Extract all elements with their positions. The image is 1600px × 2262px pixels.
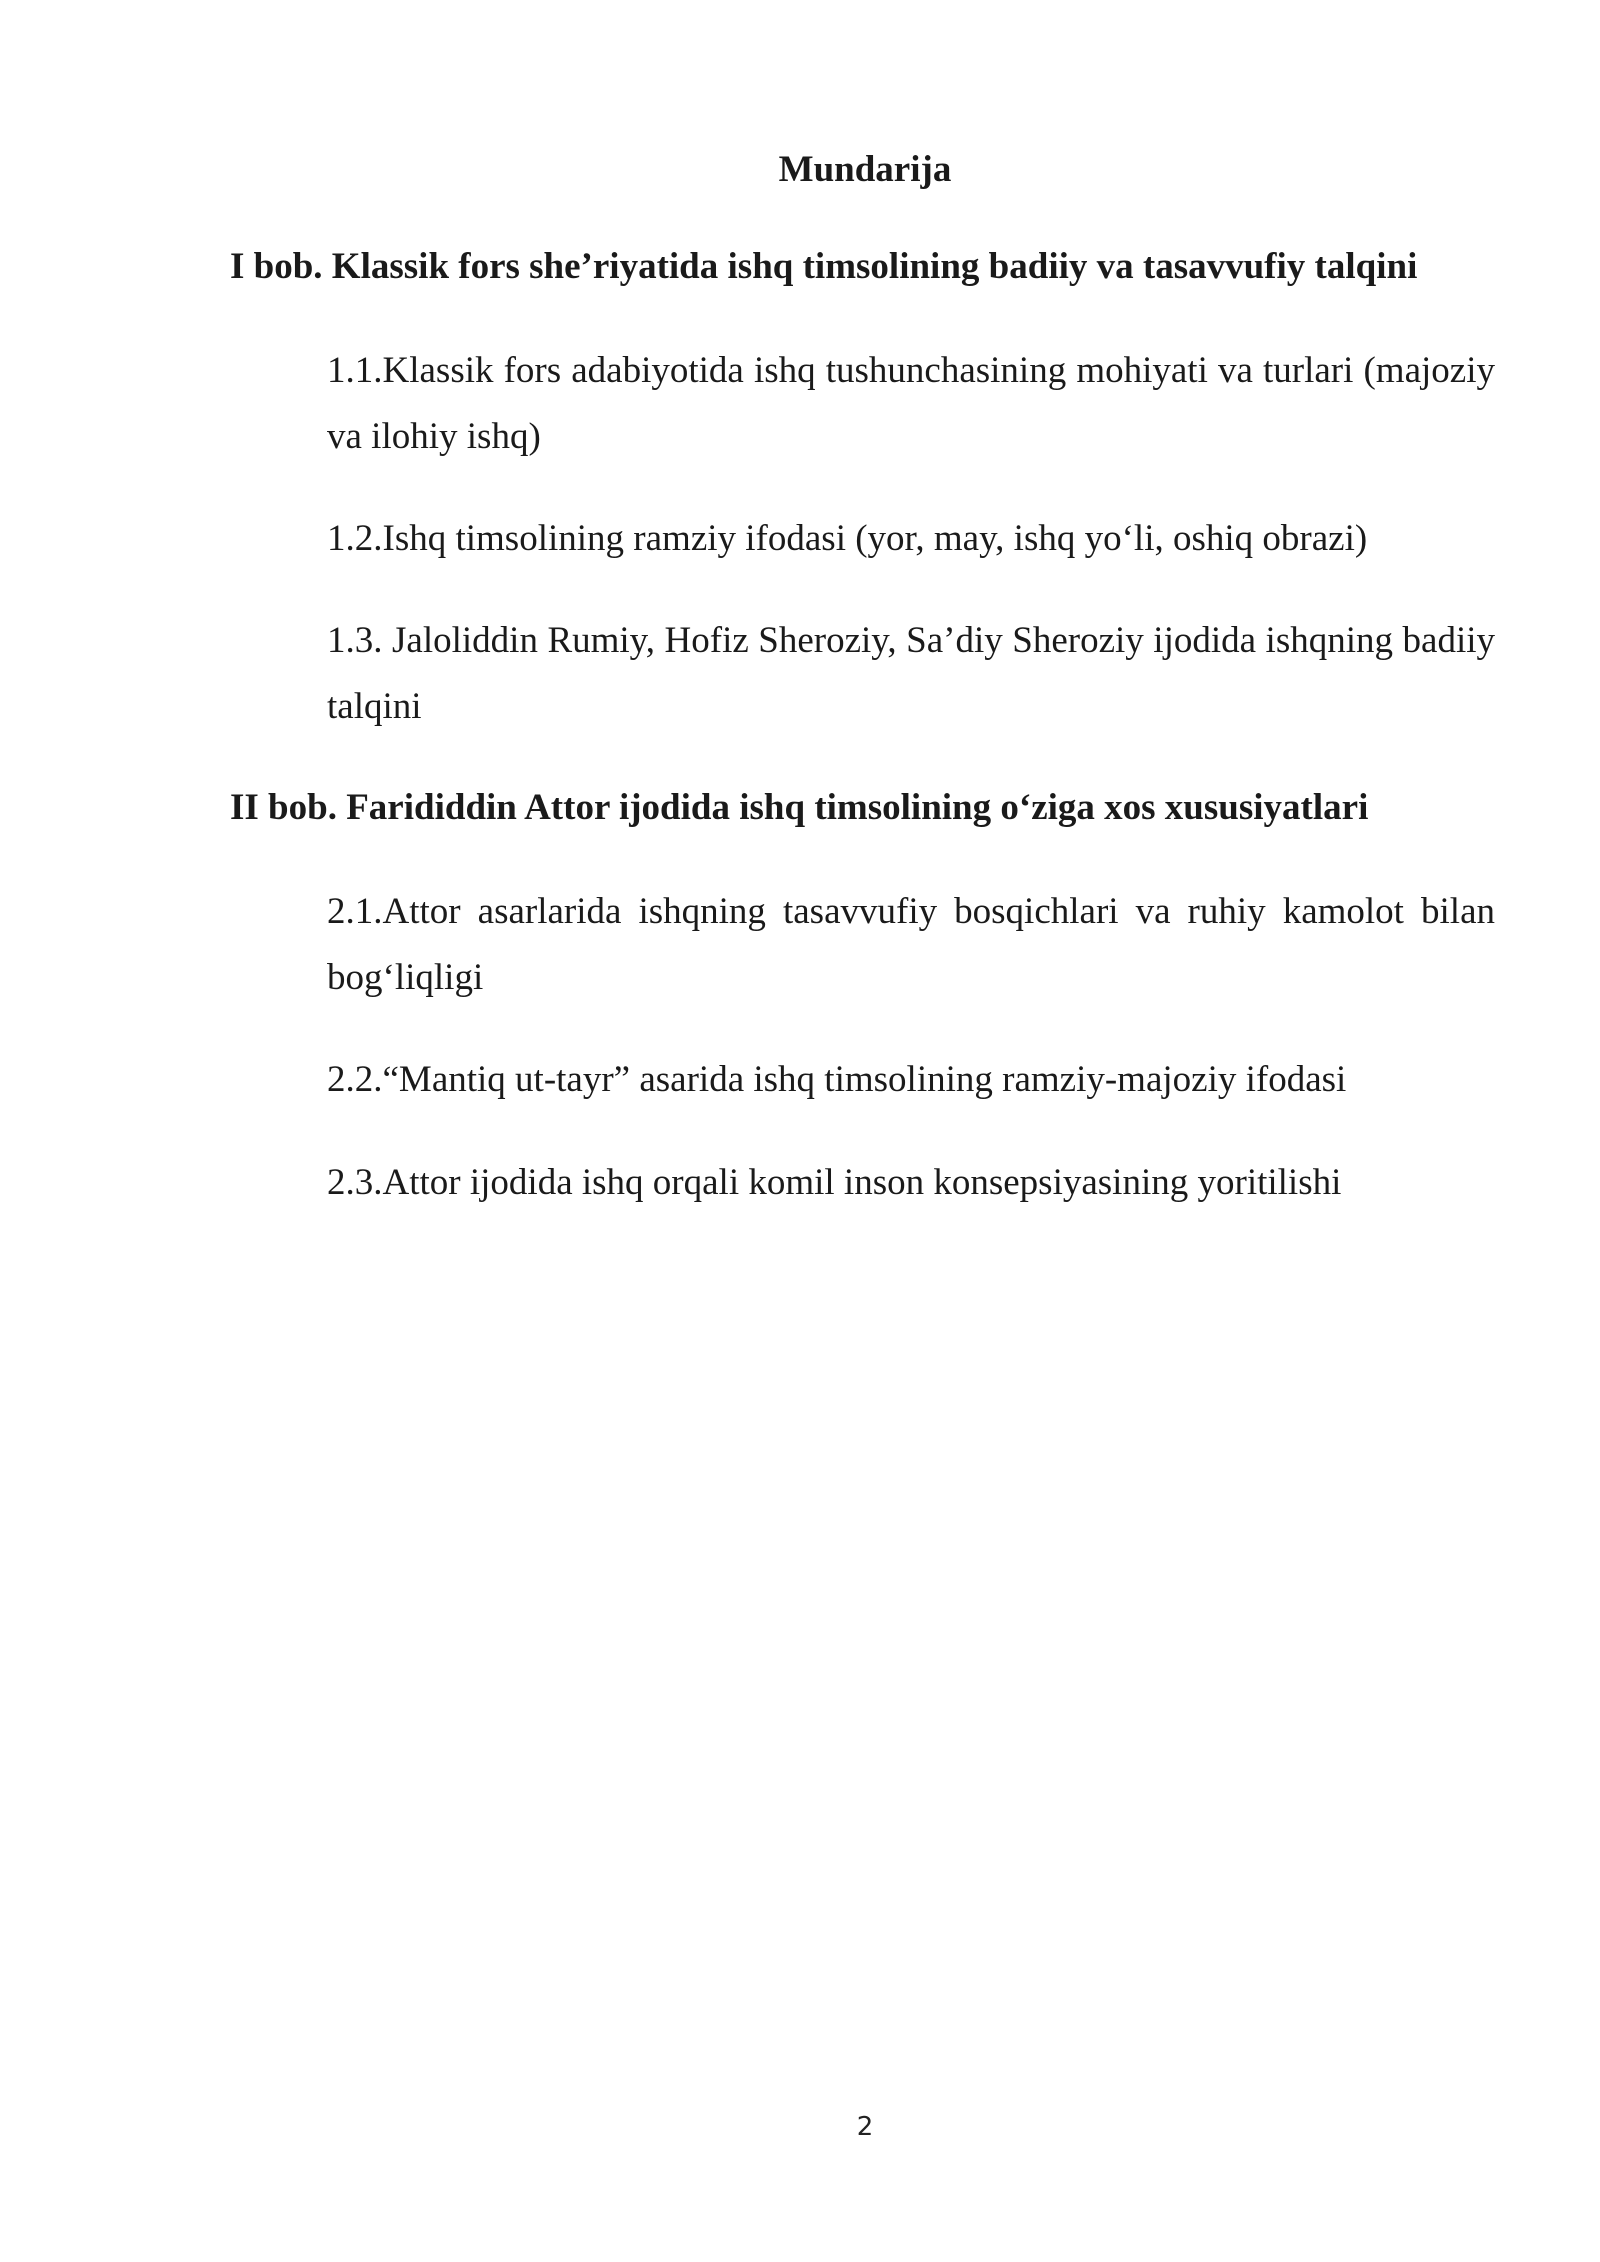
toc-entry-2-2: 2.2.“Mantiq ut-tayr” asarida ishq timsolining ramziy-majoziy ifodasi bbox=[327, 1059, 1347, 1100]
toc-entry-1-3: 1.3. Jaloliddin Rumiy, Hofiz Sheroziy, Sa’diy Sheroziy ijodida ishqning badiiy talqini bbox=[327, 620, 1495, 727]
toc-entry-1-2: 1.2.Ishq timsolining ramziy ifodasi (yor, may, ishq yo‘li, oshiq obrazi) bbox=[327, 518, 1368, 559]
chapter-1-heading: I bob. Klassik fors she’riyatida ishq timsolining badiiy va tasavvufiy talqini bbox=[230, 246, 1418, 287]
chapter-2-heading: II bob. Farididdin Attor ijodida ishq timsolining o‘ziga xos xususiyatlari bbox=[230, 787, 1369, 828]
page-number: 2 bbox=[856, 2112, 874, 2142]
toc-entry-2-3: 2.3.Attor ijodida ishq orqali komil inson konsepsiyasining yoritilishi bbox=[327, 1162, 1342, 1203]
toc-title: Mundarija bbox=[778, 149, 952, 190]
toc-entry-2-1: 2.1.Attor asarlarida ishqning tasavvufiy bosqichlari va ruhiy kamolot bilan bog‘liqligi bbox=[327, 891, 1495, 998]
toc-entry-1-1: 1.1.Klassik fors adabiyotida ishq tushunchasining mohiyati va turlari (majoziy va ilohiy ishq) bbox=[327, 350, 1495, 457]
